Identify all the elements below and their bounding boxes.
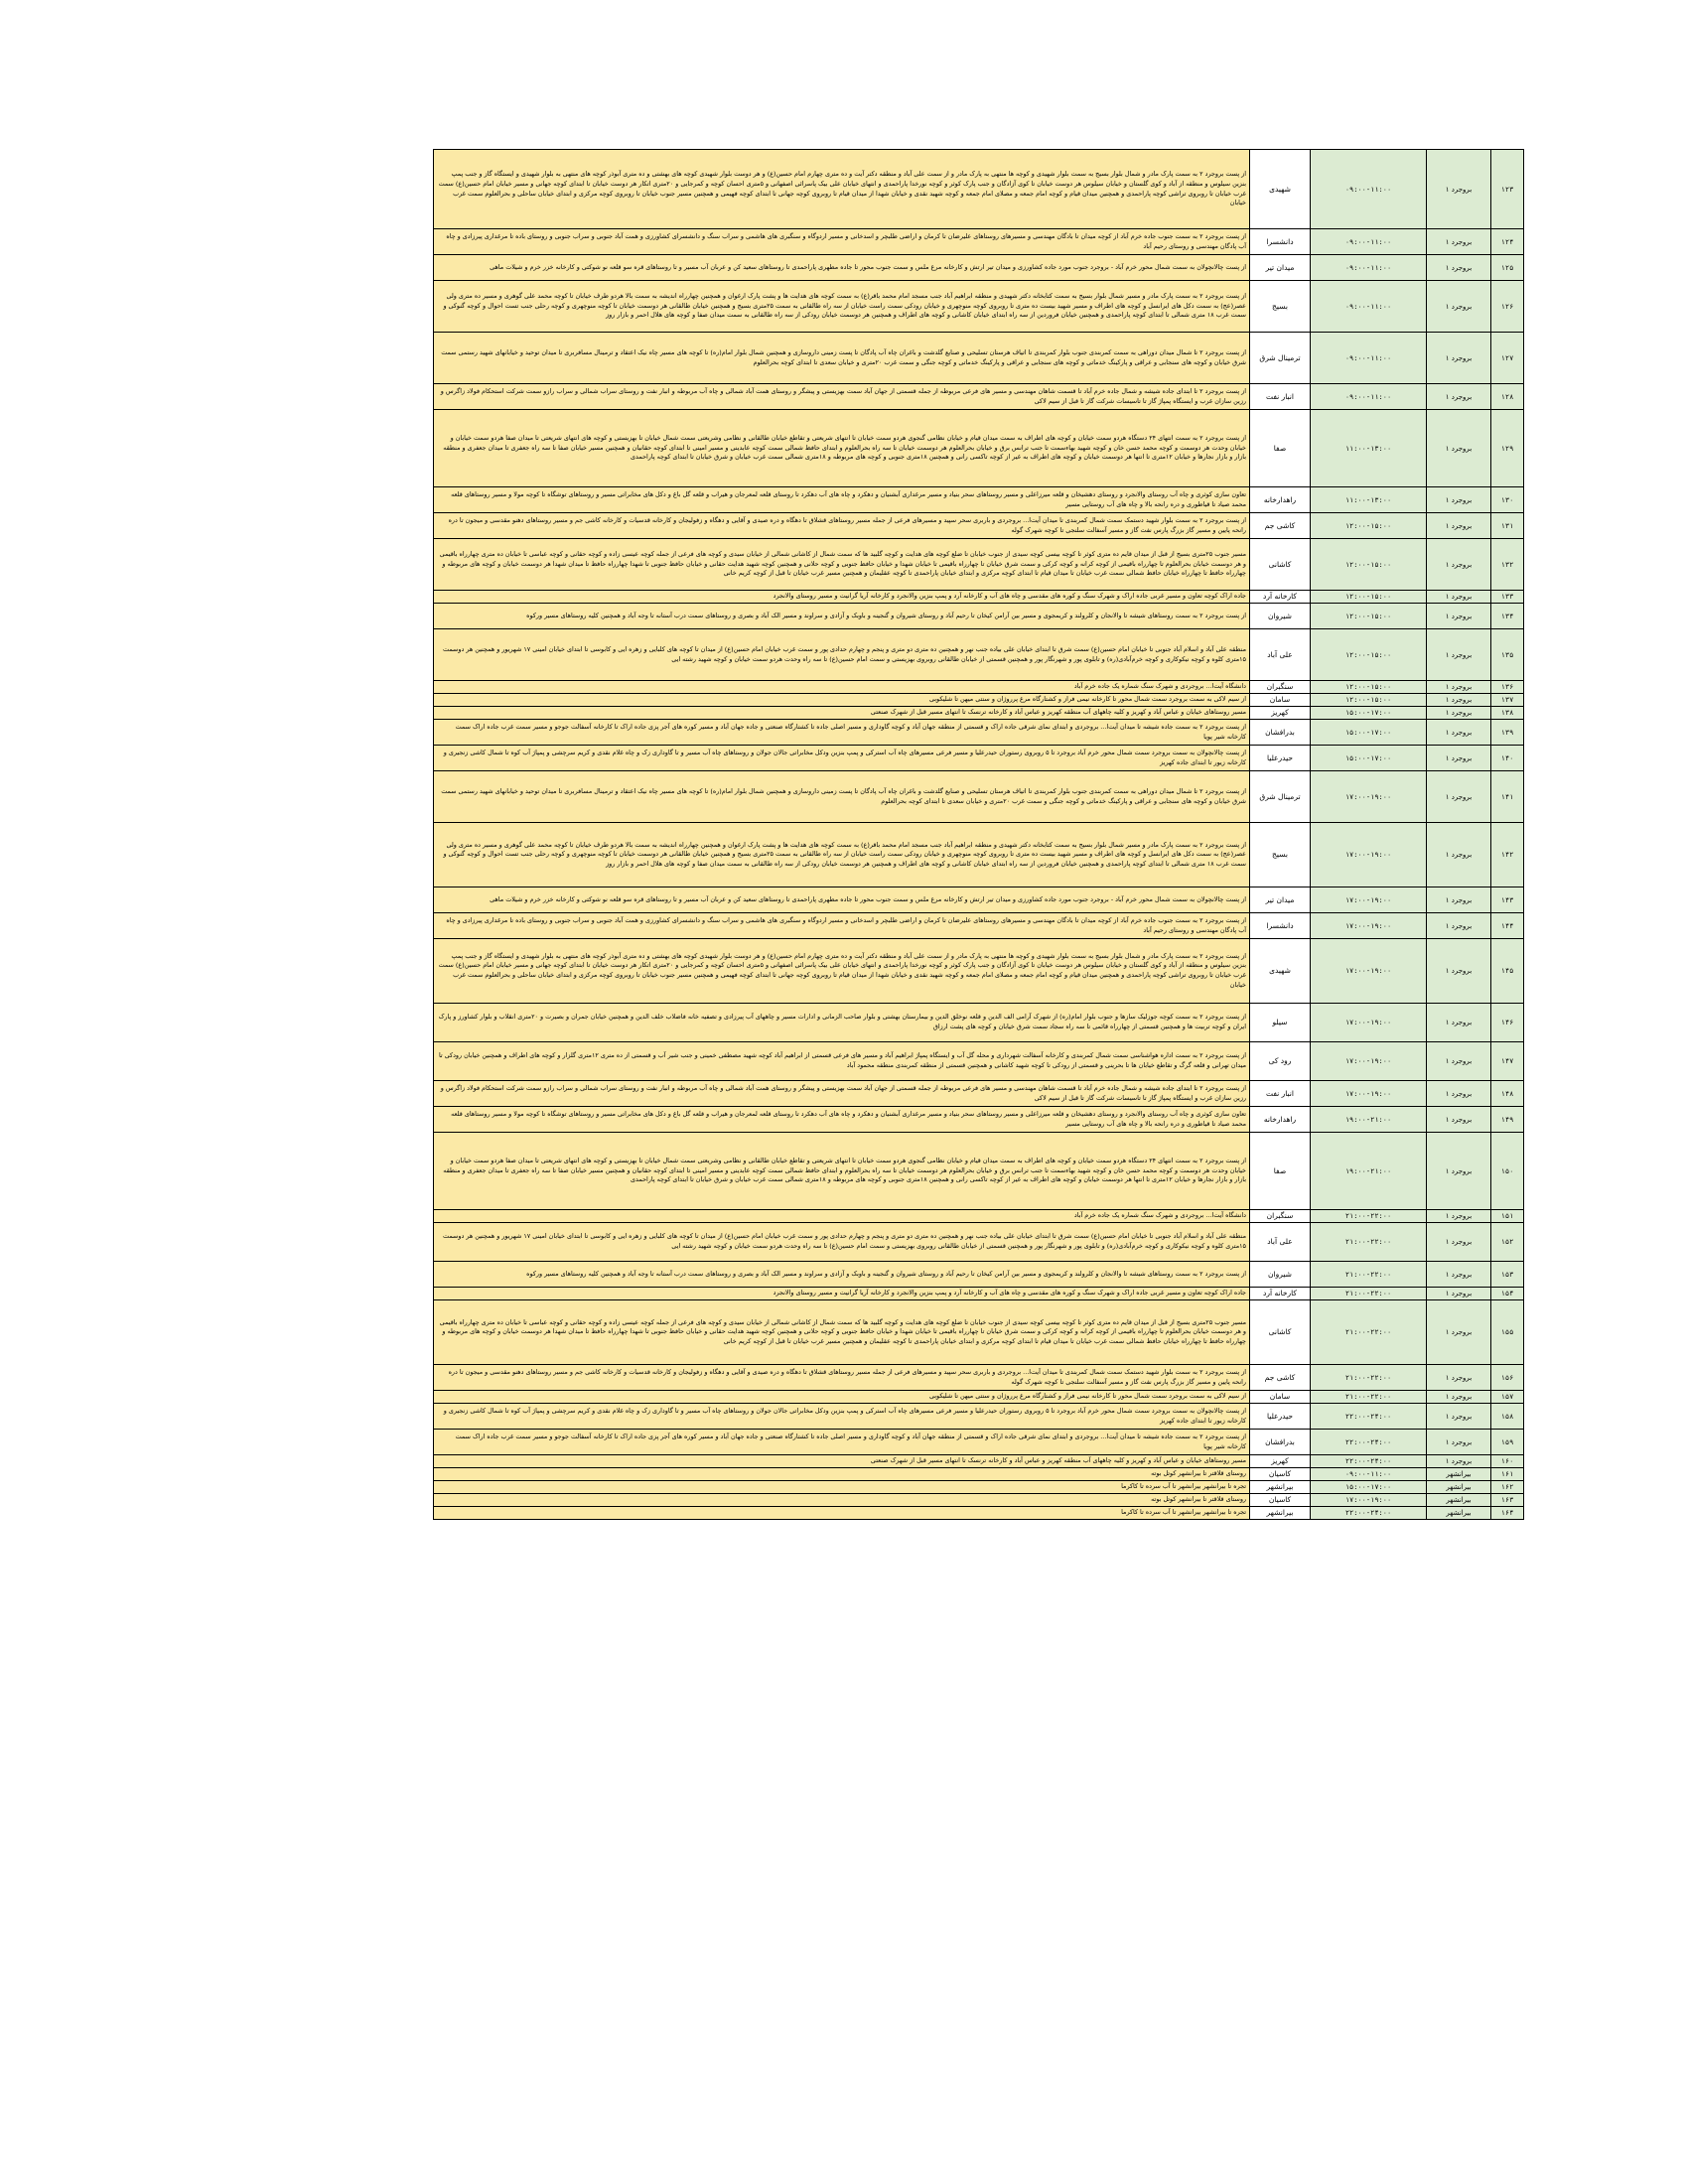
description-cell: مسیر روستاهای خیابان و عباس آباد و کهریز و کلیه چاههای آب منطقه کهریز و عباس آباد و کارخانه ترنسک تا انتهای مسیر قبل از شهرک صنعتی: [434, 1455, 1250, 1468]
area-cell: کهریز: [1250, 707, 1311, 720]
row-number: ۱۴۰: [1491, 746, 1524, 771]
time-cell: ۱۷:۰۰-۱۹:۰۰: [1311, 823, 1427, 887]
table-row: [434, 1081, 1524, 1107]
row-number: ۱۵۷: [1491, 1391, 1524, 1404]
table-row: [434, 1404, 1524, 1430]
outage-schedule-sheet: [433, 149, 1524, 1520]
row-number: ۱۵۲: [1491, 1223, 1524, 1262]
time-cell: ۱۲:۰۰-۱۵:۰۰: [1311, 629, 1427, 681]
time-cell: ۲۱:۰۰-۲۲:۰۰: [1311, 1210, 1427, 1223]
row-number: ۱۴۷: [1491, 1042, 1524, 1081]
row-number: ۱۴۳: [1491, 887, 1524, 913]
city-cell: بروجرد ۱: [1427, 1455, 1491, 1468]
city-cell: بروجرد ۱: [1427, 410, 1491, 487]
row-number: ۱۳۲: [1491, 539, 1524, 591]
description-cell: جاده اراک کوچه تعاون و مسیر غربی جاده اراک و شهرک سنگ و کوره های مقدسی و چاه های آب و کارخانه آرد و پمپ بنزین والانجرد و کارخانه آریا گرانیت و مسیر روستای والانجرد: [434, 591, 1250, 604]
table-row: [434, 1481, 1524, 1494]
city-cell: بیرانشهر: [1427, 1468, 1491, 1481]
description-cell: جاده اراک کوچه تعاون و مسیر غربی جاده اراک و شهرک سنگ و کوره های مقدسی و چاه های آب و کارخانه آرد و پمپ بنزین والانجرد و کارخانه آریا گرانیت و مسیر روستای والانجرد: [434, 1288, 1250, 1300]
row-number: ۱۴۸: [1491, 1081, 1524, 1107]
time-cell: ۱۲:۰۰-۱۵:۰۰: [1311, 694, 1427, 707]
row-number: ۱۶۱: [1491, 1468, 1524, 1481]
city-cell: بروجرد ۱: [1427, 1391, 1491, 1404]
description-cell: مسیر جنوب ۲۵متری بسیج از قبل از میدان قایم ده متری کوثر تا کوچه بیسی کوچه سیدی از جنوب خیابان تا ضلع کوچه های هدایت و کوچه گلبید ها که سمت شمال از کاشانی شمالی از خیابان سیدی و کوچه های فرعی از جمله کوچه عیسی زاده و کوچه حقانی و کوچه عباسی تا خیابان ده متری چهارراه باقیمی و هر دوسمت خیابان بحرالعلوم تا چهارراه باقیمی از کوچه کرانه و کوچه کرکی و سمت شرق خیابان تا چهارراه باقیمی تا خیابان شهدا و خیابان حافظ جنوبی و کوچه حلانی و همچنین کوچه شهید هدایت حقانی و خیابان حافظ جنوبی تا شهدا چهارراه حافظ تا میدان شهدا هر دوسمت خیابان و کوچه های مربوطه و چهارراه حافظ تا چهارراه خیابان حافظ شمالی سمت غرب خیابان تا میدان قیام تا ابتدای کوچه مرکزی و ابتدای خیابان پاراحمدی تا کوچه عقلیمان و همچنین مسیر غرب خیابان تا قبل از کوچه کریم خانی: [434, 539, 1250, 591]
description-cell: از پست بروجرد ۲ تا شمال میدان دوراهی به سمت کمربندی جنوب بلوار کمربندی تا اتیاف هرستان تسلیحی و صنایع گلدشت و باغران چاه آب پادگان تا پست زمینی داروسازی و همچنین شمال بلوار امام(ره) تا کوچه های مسیر چاه نیک اعتقاد و ترمینال مسافربری تا میدان توحید و خیابانهای شهید رستمی سمت شرق خیابان و کوچه های سنجابی و عراقی و پارکینگ خدماتی و کوچه جنگی و سمت غرب ۲۰متری و خیابان سعدی تا ابتدای کوچه بحرالعلوم: [434, 771, 1250, 823]
city-cell: بروجرد ۱: [1427, 487, 1491, 513]
time-cell: ۲۲:۰۰-۲۴:۰۰: [1311, 1430, 1427, 1455]
city-cell: بروجرد ۱: [1427, 707, 1491, 720]
description-cell: از سیم لاکی به سمت بروجرد سمت شمال محور تا کارخانه نیمی فراز و کشتارگاه مرغ پرروژان و سنتی میهن تا شلیکوبی: [434, 694, 1250, 707]
city-cell: بروجرد ۱: [1427, 746, 1491, 771]
table-row: [434, 150, 1524, 229]
time-cell: ۲۲:۰۰-۲۴:۰۰: [1311, 1507, 1427, 1520]
table-row: [434, 720, 1524, 746]
description-cell: از پست بروجرد ۲ تا ابتدای جاده شیشه و شمال جاده خرم آباد تا قسمت شاهان مهندسی و مسیر های فرعی مربوطه از جمله قسمتی از جهان آباد سمت بهزیستی و پیشگر و روستای همت آباد شمالی و چاه آب مربوطه و انبار نفت و روستای سراب شمالی و سراب رازو سمت شرکت استحکام فولاد زاگرس و رزین سازان غرب و ایستگاه پمپاژ گاز تا تاسیسات شرکت گاز تا قبل از سیم لاکی: [434, 1081, 1250, 1107]
description-cell: از پست چالانچولان به سمت بروجرد سمت شمال محور خرم آباد بروجرد تا ۵ روبروی رستوران حیدرعلیا و مسیر فرعی مسیرهای چاه آب استرکی و پمپ بنزین ودکل مخابراتی جالان جولان و روستاهای چاه آب مسیر و تا گاوداری زک و چاه غلام نقدی و کریم سرچشی و پمپاژ آب کوه تا شمال کاشی زنجیری و کارخانه زیور تا ابتدای جاده کهریز: [434, 1404, 1250, 1430]
row-number: ۱۳۸: [1491, 707, 1524, 720]
city-cell: بروجرد ۱: [1427, 150, 1491, 229]
table-row: [434, 539, 1524, 591]
time-cell: ۱۷:۰۰-۱۹:۰۰: [1311, 1081, 1427, 1107]
city-cell: بروجرد ۱: [1427, 887, 1491, 913]
area-cell: میدان تیر: [1250, 887, 1311, 913]
area-cell: کاشانی: [1250, 1300, 1311, 1365]
table-row: [434, 1288, 1524, 1300]
table-row: [434, 604, 1524, 629]
row-number: ۱۳۹: [1491, 720, 1524, 746]
description-cell: تعاون سازی کوثری و چاه آب روستای والانجرد و روستای دهشیخان و قلعه میرزاعلی و مسیر روستاهای سحر بنیاد و مسیر مرغداری آبشنیان و دهکرد و چاه های آب دهکرد تا روستای قلعه لمعرجان و هیراب و قلعه گل باغ و دکل های مخابراتی مسیر و روستاهای توشگاه تا کوچه مولا و مسیر روستاهای قلعه محمد صیاد تا قیاطوری و دره رانحه بالا و چاه های آب روستایی مسیر: [434, 487, 1250, 513]
table-row: [434, 1494, 1524, 1507]
row-number: ۱۵۱: [1491, 1210, 1524, 1223]
table-row: [434, 333, 1524, 384]
row-number: ۱۵۳: [1491, 1262, 1524, 1288]
area-cell: شیروان: [1250, 1262, 1311, 1288]
table-row: [434, 1365, 1524, 1391]
row-number: ۱۲۸: [1491, 384, 1524, 410]
time-cell: ۱۹:۰۰-۲۱:۰۰: [1311, 1107, 1427, 1133]
row-number: ۱۴۶: [1491, 1004, 1524, 1042]
area-cell: دانشسرا: [1250, 229, 1311, 255]
row-number: ۱۳۷: [1491, 694, 1524, 707]
table-row: [434, 410, 1524, 487]
row-number: ۱۴۲: [1491, 823, 1524, 887]
table-row: [434, 1133, 1524, 1210]
table-row: [434, 1507, 1524, 1520]
time-cell: ۱۷:۰۰-۱۹:۰۰: [1311, 1494, 1427, 1507]
table-row: [434, 255, 1524, 281]
table-row: [434, 1004, 1524, 1042]
row-number: ۱۳۱: [1491, 513, 1524, 539]
table-row: [434, 823, 1524, 887]
city-cell: بروجرد ۱: [1427, 1223, 1491, 1262]
description-cell: از پست بروجرد ۲ به سمت پارک مادر و مسیر شمال بلوار بسیج به سمت کتابخانه دکتر شهیدی و منطقه ابراهیم آباد جنب مسجد امام محمد باقر(ع) به سمت کوچه های هدایت ها و پشت پارک ارغوان و همچنین چهارراه اندیشه به سمت بالا هردو طرف خیابان تا کوچه محمد علی گوهری و مسیر ده متری ولی عصر(عج) به سمت دکل های ایرانسل و کوچه های اطراف و مسیر شهید بیست ده متری تا روبروی کوچه منوچهری و خیابان رودکی سمت راست خیابان از سه راه طالقانی به سمت ۲۵متری بسیج و همچنین خیابان طالقانی هر دوسمت خیابان تا کوچه منوچهری و کوچه رحلی جنب تست احوال و کوچه گنوکی و سمت غرب ۱۸ متری شمالی تا ابتدای کوچه پاراحمدی و همچنین خیابان فروردین از سه راه ابتدای خیابان کاشانی و کوچه های اطراف و همچنین هر دوسمت خیابان رودکی از سه راه طالقانی به سمت میدان صفا و کوچه های هلال احمر و بازار روز: [434, 823, 1250, 887]
area-cell: رود کی: [1250, 1042, 1311, 1081]
city-cell: بروجرد ۱: [1427, 694, 1491, 707]
table-row: [434, 1455, 1524, 1468]
description-cell: منطقه علی آباد و اسلام آباد جنوبی تا خیابان امام حسین(ع) سمت شرق تا ابتدای خیابان علی بیاده جنب نهر و همچنین ده متری دو متری و پنجم و چهارم حدادی پور و سمت غرب خیابان امام حسین(ع) از میدان تا کوچه های کلبایی و زهره ایی و کابوسی تا ابتدای خیابان امینی ۱۷ شهریور و همچنین هر دوسمت ۱۵متری کلوه و کوچه نیکوکاری و کوچه خرم‌آبادی(ره) و تابلوی پور و شهرنگار پور و همچنین قسمتی از خیابان طالقانی روبروی بهزیستی و سمت امام حسین(ع) تا سه راه وحدت هردو سمت خیابان و کوچه شهید رشته ایی: [434, 629, 1250, 681]
city-cell: بروجرد ۱: [1427, 771, 1491, 823]
description-cell: از پست بروجرد ۲ به سمت جاده شیشه تا میدان آیت‌ا... بروجردی و ابتدای نمای شرقی جاده اراک و قسمتی از منطقه جهان آباد و کوچه گاوداری و مسیر اصلی جاده تا کشتارگاه صنعتی و جاده جهان آباد و مسیر کوره های آجر پزی جاده اراک تا کارخانه آسفالت جوجو و مسیر سمت غرب جاده اراک سمت کارخانه شیر پویا: [434, 1430, 1250, 1455]
description-cell: از پست بروجرد ۲ به سمت روستاهای شیشه تا والانجان و کلرولند و کریمجوی و مسیر بین آرامن کیخان تا رحیم آباد و روستای شیروان و گنجینه و باوبک و آزادی و سراوند و مسیر الک آباد و بصری و روستاهای سمت درب آستانه تا وجه آباد و همچنین کلیه روستاهای مسیر ورکوه: [434, 1262, 1250, 1288]
time-cell: ۱۷:۰۰-۱۹:۰۰: [1311, 1004, 1427, 1042]
description-cell: از پست بروجرد ۲ به سمت پارک مادر و شمال بلوار بسیج به سمت بلوار شهیدی و کوچه ها منتهی به پارک مادر و از سمت علی آباد و منطقه دکتر آیت و ده متری چهارم امام حسین(ع) و هر دوست بلوار شهیدی کوچه های بهشتی و ده متری آبوذر کوچه های منتهی به بلوار شهیدی و ایستگاه گاز و جنب پمپ بنزین سیلوس و منطقه از آباد و کوی گلستان و خیابان سیلوس هر دوست خیابان تا کوی آزادگان و جنب پارک کوثر و کوچه نورخدا پاراحمدی و انتهای خیابان علی بیک پاسرائی اصفهانی و ۵متری احسان کوچه و کمرجایی و ۲۰متری اتکار هر دوست خیابان تا ابتدای کوچه جهانی و مسیر خیابان امام حسین(ع) سمت غرب خیابان تا روبروی تراشی کوچه پاراحمدی و همچنین میدان قیام و کوچه امام جمعه و مصلای امام جمعه و کوچه شهید نقدی و خیابان شهدا از میدان قیام تا روبروی کوچه جهانی تا ابتدای کوچه فهیمی و همچنین مسیر جنوب خیابان تا روبروی کوچه مرکزی و ابتدای خیابان ساحلی و بحرالعلوم سمت غرب خیابان: [434, 150, 1250, 229]
row-number: ۱۵۴: [1491, 1288, 1524, 1300]
time-cell: ۱۲:۰۰-۱۵:۰۰: [1311, 513, 1427, 539]
description-cell: از پست چالانچولان به سمت بروجرد سمت شمال محور خرم آباد بروجرد تا ۵ روبروی رستوران حیدرعلیا و مسیر فرعی مسیرهای چاه آب استرکی و پمپ بنزین ودکل مخابراتی جالان جولان و روستاهای چاه آب مسیر و تا گاوداری زک و چاه غلام نقدی و کریم سرچشی و پمپاژ آب کوه تا شمال کاشی زنجیری و کارخانه زیور تا ابتدای جاده کهریز: [434, 746, 1250, 771]
time-cell: ۰۹:۰۰-۱۱:۰۰: [1311, 281, 1427, 333]
city-cell: بروجرد ۱: [1427, 333, 1491, 384]
description-cell: تجره تا بیرانشهر بیرانشهر تا آب سرده تا کاکرما: [434, 1507, 1250, 1520]
table-row: [434, 913, 1524, 939]
area-cell: بسیج: [1250, 823, 1311, 887]
area-cell: شیروان: [1250, 604, 1311, 629]
area-cell: راهدارخانه: [1250, 487, 1311, 513]
row-number: ۱۲۳: [1491, 150, 1524, 229]
row-number: ۱۶۰: [1491, 1455, 1524, 1468]
table-row: [434, 1223, 1524, 1262]
description-cell: از پست بروجرد ۲ تا شمال میدان دوراهی به سمت کمربندی جنوب بلوار کمربندی تا اتیاف هرستان تسلیحی و صنایع گلدشت و باغران چاه آب پادگان تا پست زمینی داروسازی و همچنین شمال بلوار امام(ره) تا کوچه های مسیر چاه نیک اعتقاد و ترمینال مسافربری تا میدان توحید و خیابانهای شهید رستمی سمت شرق خیابان و کوچه های سنجابی و عراقی و پارکینگ خدماتی و کوچه های سنجابی و عراقی و پارکینگ خدماتی و کوچه جنگی و سمت غرب ۲۰متری و خیابان سعدی تا ابتدای کوچه بحرالعلوم: [434, 333, 1250, 384]
time-cell: ۱۷:۰۰-۱۹:۰۰: [1311, 1042, 1427, 1081]
area-cell: بدرافشان: [1250, 720, 1311, 746]
time-cell: ۱۵:۰۰-۱۷:۰۰: [1311, 707, 1427, 720]
row-number: ۱۴۱: [1491, 771, 1524, 823]
description-cell: از پست چالانچولان به سمت شمال محور خرم آباد - بروجرد جنوب مورد جاده کشاورزی و میدان تیر ارتش و کارخانه مرغ ملس و سمت جنوب محور تا جاده مطهری پاراحمدی تا روستاهای سعید کن و عربان آب مسیر و تا روستاهای قره سو قلعه نو شوکتی و کارخانه خزر خرم و شیلات ماهی: [434, 887, 1250, 913]
description-cell: از پست بروجرد ۲ به سمت جنوب جاده خرم آباد از کوچه میدان تا بادگان مهندسی و مسیرهای روستاهای علیرضان تا کرمان و اراضی طلبچر و اسدخانی و مسیر اردوگاه و سنگبری های هاشمی و سراب سنگ و دانشسرای کشاورزی و همت آباد جنوبی و سراب جنوبی و روستای باده تا مرغداری پیرزادی و چاه آب پادگان مهندسی و روستای رحیم آباد: [434, 229, 1250, 255]
time-cell: ۱۵:۰۰-۱۷:۰۰: [1311, 746, 1427, 771]
row-number: ۱۳۳: [1491, 591, 1524, 604]
description-cell: روستای قلاقتر تا بیرانشهر کوتل بوته: [434, 1468, 1250, 1481]
time-cell: ۲۲:۰۰-۲۴:۰۰: [1311, 1404, 1427, 1430]
area-cell: کاشی جم: [1250, 1365, 1311, 1391]
description-cell: منطقه علی آباد و اسلام آباد جنوبی تا خیابان امام حسین(ع) سمت شرق تا ابتدای خیابان علی بیاده جنب نهر و همچنین ده متری دو متری و پنجم و چهارم حدادی پور و سمت غرب خیابان امام حسین(ع) از میدان تا کوچه های کلبایی و زهره ایی و کابوسی تا ابتدای خیابان امینی ۱۷ شهریور و همچنین هر دوسمت ۱۵متری کلوه و کوچه نیکوکاری و کوچه خرم‌آبادی(ره) و تابلوی پور و شهرنگار پور و همچنین قسمتی از خیابان طالقانی روبروی بهزیستی و سمت امام حسین(ع) تا سه راه وحدت هردو سمت خیابان و کوچه شهید رشته ایی: [434, 1223, 1250, 1262]
table-row: [434, 487, 1524, 513]
time-cell: ۲۱:۰۰-۲۲:۰۰: [1311, 1391, 1427, 1404]
description-cell: از سیم لاکی به سمت بروجرد سمت شمال محور تا کارخانه نیمی فراز و کشتارگاه مرغ پرروژان و سنتی میهن تا شلیکوبی: [434, 1391, 1250, 1404]
table-row: [434, 591, 1524, 604]
description-cell: روستای قلاقتر تا بیرانشهر کوتل بوته: [434, 1494, 1250, 1507]
time-cell: ۰۹:۰۰-۱۱:۰۰: [1311, 333, 1427, 384]
city-cell: بروجرد ۱: [1427, 1300, 1491, 1365]
city-cell: بروجرد ۱: [1427, 281, 1491, 333]
row-number: ۱۶۴: [1491, 1507, 1524, 1520]
description-cell: از پست بروجرد ۲ به سمت روستاهای شیشه تا والانجان و کلرولند و کریمجوی و مسیر بین آرامن کیخان تا رحیم آباد و روستای شیروان و گنجینه و باوبک و آزادی و سراوند و مسیر الک آباد و بصری و روستاهای سمت درب آستانه تا وجه آباد و همچنین کلیه روستاهای مسیر ورکوه: [434, 604, 1250, 629]
row-number: ۱۴۵: [1491, 939, 1524, 1004]
city-cell: بروجرد ۱: [1427, 604, 1491, 629]
time-cell: ۱۹:۰۰-۲۱:۰۰: [1311, 1133, 1427, 1210]
area-cell: بسیج: [1250, 281, 1311, 333]
table-row: [434, 629, 1524, 681]
time-cell: ۱۲:۰۰-۱۵:۰۰: [1311, 604, 1427, 629]
row-number: ۱۲۴: [1491, 229, 1524, 255]
area-cell: کهریز: [1250, 1455, 1311, 1468]
table-row: [434, 1300, 1524, 1365]
row-number: ۱۳۶: [1491, 681, 1524, 694]
description-cell: تجره تا بیرانشهر بیرانشهر تا آب سرده تا کاکرما: [434, 1481, 1250, 1494]
city-cell: بروجرد ۱: [1427, 255, 1491, 281]
time-cell: ۱۲:۰۰-۱۵:۰۰: [1311, 681, 1427, 694]
city-cell: بروجرد ۱: [1427, 384, 1491, 410]
schedule-rows: [434, 150, 1524, 1520]
table-row: [434, 281, 1524, 333]
description-cell: تعاون سازی کوثری و چاه آب روستای والانجرد و روستای دهشیخان و قلعه میرزاعلی و مسیر روستاهای سحر بنیاد و مسیر مرغداری آبشنیان و دهکرد و چاه های آب دهکرد تا روستای قلعه لمعرجان و هیراب و قلعه گل باغ و دکل های مخابراتی مسیر و روستاهای توشگاه تا کوچه مولا و مسیر روستاهای قلعه محمد صیاد تا قیاطوری و دره رانحه بالا و چاه های آب روستایی مسیر: [434, 1107, 1250, 1133]
row-number: ۱۵۸: [1491, 1404, 1524, 1430]
area-cell: کارخانه آرد: [1250, 591, 1311, 604]
area-cell: ترمینال شرق: [1250, 333, 1311, 384]
area-cell: سنگبران: [1250, 681, 1311, 694]
area-cell: بیرانشهر: [1250, 1507, 1311, 1520]
area-cell: شهیدی: [1250, 939, 1311, 1004]
city-cell: بروجرد ۱: [1427, 1365, 1491, 1391]
area-cell: کاسیان: [1250, 1468, 1311, 1481]
area-cell: انبار نفت: [1250, 384, 1311, 410]
row-number: ۱۲۷: [1491, 333, 1524, 384]
time-cell: ۱۱:۰۰-۱۳:۰۰: [1311, 410, 1427, 487]
area-cell: حیدرعلیا: [1250, 746, 1311, 771]
time-cell: ۰۹:۰۰-۱۱:۰۰: [1311, 1468, 1427, 1481]
table-row: [434, 513, 1524, 539]
area-cell: سامان: [1250, 1391, 1311, 1404]
description-cell: مسیر جنوب ۲۵متری بسیج از قبل از میدان قایم ده متری کوثر تا کوچه بیسی کوچه سیدی از جنوب خیابان تا ضلع کوچه های هدایت و کوچه گلبید ها که سمت شمال از کاشانی شمالی از خیابان سیدی و کوچه های فرعی از جمله کوچه عیسی زاده و کوچه حقانی و کوچه عباسی تا خیابان ده متری چهارراه باقیمی و هر دوسمت خیابان بحرالعلوم تا چهارراه باقیمی از کوچه کرانه و کوچه کرکی و سمت شرق خیابان تا چهارراه باقیمی تا خیابان شهدا و خیابان حافظ جنوبی و کوچه حلانی و همچنین کوچه شهید هدایت حقانی و خیابان حافظ جنوبی تا شهدا چهارراه حافظ تا میدان شهدا هر دوسمت خیابان و کوچه های مربوطه و چهارراه حافظ تا چهارراه خیابان حافظ شمالی سمت غرب خیابان تا میدان قیام تا ابتدای کوچه مرکزی و ابتدای خیابان پاراحمدی تا کوچه عقلیمان و همچنین مسیر غرب خیابان تا قبل از کوچه کریم خانی: [434, 1300, 1250, 1365]
description-cell: از پست بروجرد ۲ به سمت جنوب جاده خرم آباد از کوچه میدان تا بادگان مهندسی و مسیرهای روستاهای علیرضان تا کرمان و اراضی طلبچر و اسدخانی و مسیر اردوگاه و سنگبری های هاشمی و سراب سنگ و دانشسرای کشاورزی و همت آباد جنوبی و سراب جنوبی و روستای باده تا مرغداری پیرزادی و چاه آب پادگان مهندسی و روستای رحیم آباد: [434, 913, 1250, 939]
table-row: [434, 939, 1524, 1004]
city-cell: بروجرد ۱: [1427, 720, 1491, 746]
table-row: [434, 384, 1524, 410]
time-cell: ۰۹:۰۰-۱۱:۰۰: [1311, 384, 1427, 410]
city-cell: بروجرد ۱: [1427, 1288, 1491, 1300]
time-cell: ۲۱:۰۰-۲۲:۰۰: [1311, 1223, 1427, 1262]
city-cell: بیرانشهر: [1427, 1481, 1491, 1494]
area-cell: بدرافشان: [1250, 1430, 1311, 1455]
table-row: [434, 1468, 1524, 1481]
city-cell: بروجرد ۱: [1427, 1430, 1491, 1455]
area-cell: سیلو: [1250, 1004, 1311, 1042]
row-number: ۱۵۵: [1491, 1300, 1524, 1365]
table-row: [434, 1042, 1524, 1081]
city-cell: بروجرد ۱: [1427, 539, 1491, 591]
row-number: ۱۳۰: [1491, 487, 1524, 513]
area-cell: کاشانی: [1250, 539, 1311, 591]
area-cell: ترمینال شرق: [1250, 771, 1311, 823]
table-row: [434, 887, 1524, 913]
area-cell: انبار نفت: [1250, 1081, 1311, 1107]
time-cell: ۱۵:۰۰-۱۷:۰۰: [1311, 1481, 1427, 1494]
row-number: ۱۵۶: [1491, 1365, 1524, 1391]
city-cell: بروجرد ۱: [1427, 939, 1491, 1004]
outage-schedule-table: [433, 149, 1524, 1520]
row-number: ۱۴۹: [1491, 1107, 1524, 1133]
row-number: ۱۳۵: [1491, 629, 1524, 681]
city-cell: بروجرد ۱: [1427, 1262, 1491, 1288]
description-cell: از پست بروجرد ۲ به سمت بلوار شهید دستمک سمت شمال کمربندی تا میدان آیت‌ا... بروجردی و باربری سحر سپید و مسیرهای فرعی از جمله مسیر روستاهای قشلاق تا دهگاه و دره صیدی و آقایی و دهگاه و زفولیجان و کارخانه قدسیات و کارخانه کاشی جم و مسیر روستاهای دهنو مقدسی و میجون تا دره رانحه پایین و مسیر گاز بزرگ پارس نفت گاز و مسیر آسفالت سلنجی تا کوچه شهرک گوله: [434, 513, 1250, 539]
area-cell: کارخانه آرد: [1250, 1288, 1311, 1300]
city-cell: بیرانشهر: [1427, 1494, 1491, 1507]
row-number: ۱۵۰: [1491, 1133, 1524, 1210]
area-cell: سامان: [1250, 694, 1311, 707]
table-row: [434, 694, 1524, 707]
time-cell: ۱۷:۰۰-۱۹:۰۰: [1311, 913, 1427, 939]
table-row: [434, 1262, 1524, 1288]
row-number: ۱۴۴: [1491, 913, 1524, 939]
description-cell: از پست بروجرد ۲ تا ابتدای جاده شیشه و شمال جاده خرم آباد تا قسمت شاهان مهندسی و مسیر های فرعی مربوطه از جمله قسمتی از جهان آباد سمت بهزیستی و پیشگر و روستای همت آباد شمالی و چاه آب مربوطه و انبار نفت و روستای سراب شمالی و سراب رازو سمت شرکت استحکام فولاد زاگرس و رزین سازان غرب و ایستگاه پمپاژ گاز تا تاسیسات شرکت گاز تا قبل از سیم لاکی: [434, 384, 1250, 410]
city-cell: بیرانشهر: [1427, 1507, 1491, 1520]
time-cell: ۱۱:۰۰-۱۳:۰۰: [1311, 487, 1427, 513]
area-cell: کاسیان: [1250, 1494, 1311, 1507]
description-cell: از پست بروجرد ۲ به سمت بلوار شهید دستمک سمت شمال کمربندی تا میدان آیت‌ا... بروجردی و باربری سحر سپید و مسیرهای فرعی از جمله مسیر روستاهای قشلاق تا دهگاه و دره صیدی و آقایی و دهگاه و زفولیجان و کارخانه قدسیات و کارخانه کاشی جم و مسیر روستاهای دهنو مقدسی و میجون تا دره رانحه پایین و مسیر گاز بزرگ پارس نفت گاز و مسیر آسفالت سلنجی تا کوچه شهرک گوله: [434, 1365, 1250, 1391]
table-row: [434, 746, 1524, 771]
area-cell: بیرانشهر: [1250, 1481, 1311, 1494]
city-cell: بروجرد ۱: [1427, 1081, 1491, 1107]
city-cell: بروجرد ۱: [1427, 681, 1491, 694]
city-cell: بروجرد ۱: [1427, 1133, 1491, 1210]
table-row: [434, 771, 1524, 823]
table-row: [434, 1391, 1524, 1404]
area-cell: کاشی جم: [1250, 513, 1311, 539]
time-cell: ۰۹:۰۰-۱۱:۰۰: [1311, 229, 1427, 255]
city-cell: بروجرد ۱: [1427, 591, 1491, 604]
time-cell: ۱۲:۰۰-۱۵:۰۰: [1311, 591, 1427, 604]
description-cell: از پست چالانچولان به سمت شمال محور خرم آباد - بروجرد جنوب مورد جاده کشاورزی و میدان تیر ارتش و کارخانه مرغ ملس و سمت جنوب محور تا جاده مطهری پاراحمدی تا روستاهای سعید کن و عربان آب مسیر و تا روستاهای قره سو قلعه نو شوکتی و کارخانه خزر خرم و شیلات ماهی: [434, 255, 1250, 281]
city-cell: بروجرد ۱: [1427, 1404, 1491, 1430]
area-cell: دانشسرا: [1250, 913, 1311, 939]
row-number: ۱۵۹: [1491, 1430, 1524, 1455]
area-cell: سنگبران: [1250, 1210, 1311, 1223]
area-cell: میدان تیر: [1250, 255, 1311, 281]
description-cell: از پست بروجرد ۲ به سمت انتهای ۲۴ دستگاه هردو سمت خیابان و کوچه های اطراف به سمت میدان قیام و خیابان نظامی گنجوی هردو سمت خیابان تا انتهای شریعتی و تقاطع خیابان طالقانی و نظامی وشریعتی سمت شمال خیابان تا بهزیستی و کوچه های انتهای شریعتی تا میدان صفا هردو سمت خیابان و خیابان وحدت هر دوسمت و کوچه محمد حسن خان و کوچه شهید بهاءسمت تا جنب ترانس برق و خیابان بحرالعلوم هر دوسمت خیابان تا سه راه بحرالعلوم و ابتدای حافظ شمالی سمت کوچه عابدینی و مسیر امینی تا ابتدای کوچه حقانیان و همچنین مسیر خیابان صفا تا سه راه جعفری تا میدان جعفری و منطقه بازار و بازار نجارها و خیابان ۱۲متری تا انتها هر دوسمت خیابان و کوچه های اطراف به غیر از کوچه تاکسی رانی و همچنین ۱۸متری جنوبی و کوچه های مربوطه و ۱۸متری شمالی سمت غرب خیابان و شرق خیابان تا ابتدای کوچه پاراحمدی: [434, 410, 1250, 487]
row-number: ۱۲۵: [1491, 255, 1524, 281]
time-cell: ۱۲:۰۰-۱۵:۰۰: [1311, 539, 1427, 591]
time-cell: ۲۱:۰۰-۲۲:۰۰: [1311, 1262, 1427, 1288]
area-cell: حیدرعلیا: [1250, 1404, 1311, 1430]
area-cell: صفا: [1250, 1133, 1311, 1210]
city-cell: بروجرد ۱: [1427, 1042, 1491, 1081]
city-cell: بروجرد ۱: [1427, 823, 1491, 887]
time-cell: ۱۷:۰۰-۱۹:۰۰: [1311, 771, 1427, 823]
table-row: [434, 229, 1524, 255]
area-cell: صفا: [1250, 410, 1311, 487]
area-cell: علی آباد: [1250, 629, 1311, 681]
city-cell: بروجرد ۱: [1427, 229, 1491, 255]
city-cell: بروجرد ۱: [1427, 1210, 1491, 1223]
time-cell: ۱۵:۰۰-۱۷:۰۰: [1311, 720, 1427, 746]
row-number: ۱۳۴: [1491, 604, 1524, 629]
description-cell: دانشگاه آیت‌ا... بروجردی و شهرک سنگ شماره یک جاده خرم آباد: [434, 681, 1250, 694]
description-cell: مسیر روستاهای خیابان و عباس آباد و کهریز و کلیه چاههای آب منطقه کهریز و عباس آباد و کارخانه ترنسک تا انتهای مسیر قبل از شهرک صنعتی: [434, 707, 1250, 720]
city-cell: بروجرد ۱: [1427, 913, 1491, 939]
city-cell: بروجرد ۱: [1427, 1004, 1491, 1042]
description-cell: از پست بروجرد ۲ به سمت کوچه جوزلیک سازها و جنوب بلوار امام(ره) از شهرک آرامی الف الدین و قلعه نوخلق الدین و بیمارستان بهشتی و بلوار صاحب الزمانی و ادارات مسیر و چاههای آب پیرزادی و تصفیه خانه فاضلاب خلف الدین و همچنین خیابان جمران و بصیرت و ۲۰متری انقلاب و بلوار کشاورز و پارک ایران و کوچه تربیت ها و همچنین قسمتی از چهارراه قائمی تا سه راه سجاد سمت شرق خیابان و کوچه های پشت ارزاق: [434, 1004, 1250, 1042]
time-cell: ۰۹:۰۰-۱۱:۰۰: [1311, 150, 1427, 229]
description-cell: از پست بروجرد ۲ به سمت اداره هواشناسی سمت شمال کمربندی و کارخانه آسفالت شهرداری و محله گل آب و ایستگاه پمپاژ ابراهیم آباد و مسیر های فرعی قسمتی از ابراهیم آباد کوچه شهید مصطفی خمینی و جنب شیر آب و قسمتی از ده متری ۱۲متری گلزار و کوچه های اطراف و همچنین خیابان رودکی تا میدان تهرانی و قلعه گرگ و تقاطع خیابان ها تا بحرینی و قسمتی از رودکی تا کوچه شهید کاشانی و همچنین قسمتی از منطقه کمربندی منطقه محمود آباد: [434, 1042, 1250, 1081]
area-cell: شهیدی: [1250, 150, 1311, 229]
description-cell: دانشگاه آیت‌ا... بروجردی و شهرک سنگ شماره یک جاده خرم آباد: [434, 1210, 1250, 1223]
area-cell: راهدارخانه: [1250, 1107, 1311, 1133]
table-row: [434, 1430, 1524, 1455]
city-cell: بروجرد ۱: [1427, 1107, 1491, 1133]
time-cell: ۲۱:۰۰-۲۲:۰۰: [1311, 1365, 1427, 1391]
description-cell: از پست بروجرد ۲ به سمت پارک مادر و مسیر شمال بلوار بسیج به سمت کتابخانه دکتر شهیدی و منطقه ابراهیم آباد جنب مسجد امام محمد باقر(ع) به سمت کوچه های هدایت ها و پشت پارک ارغوان و همچنین چهارراه اندیشه به سمت بالا هردو طرف خیابان تا کوچه محمد علی گوهری و مسیر ده متری ولی عصر(عج) به سمت دکل های ایرانسل و کوچه های اطراف و مسیر شهید بیست ده متری تا روبروی کوچه منوچهری و خیابان رودکی سمت راست خیابان از سه راه طالقانی به سمت ۲۵متری بسیج و همچنین خیابان طالقانی هر دوسمت خیابان تا کوچه منوچهری و کوچه رحلی جنب تست احوال و کوچه گنوکی و سمت غرب ۱۸ متری شمالی تا ابتدای کوچه پاراحمدی و همچنین خیابان فروردین از سه راه ابتدای خیابان کاشانی و کوچه های اطراف و همچنین هر دوسمت خیابان رودکی از سه راه طالقانی به سمت میدان صفا و کوچه های هلال احمر و بازار روز: [434, 281, 1250, 333]
time-cell: ۱۷:۰۰-۱۹:۰۰: [1311, 887, 1427, 913]
description-cell: از پست بروجرد ۲ به سمت انتهای ۲۴ دستگاه هردو سمت خیابان و کوچه های اطراف به سمت میدان قیام و خیابان نظامی گنجوی هردو سمت خیابان تا انتهای شریعتی و تقاطع خیابان طالقانی و نظامی وشریعتی سمت شمال خیابان تا بهزیستی و کوچه های انتهای شریعتی تا میدان صفا هردو سمت خیابان و خیابان وحدت هر دوسمت و کوچه محمد حسن خان و کوچه شهید بهاءسمت تا جنب ترانس برق و خیابان بحرالعلوم هر دوسمت خیابان تا سه راه بحرالعلوم و ابتدای حافظ شمالی سمت کوچه عابدینی و مسیر امینی تا ابتدای کوچه حقانیان و همچنین مسیر خیابان صفا تا سه راه جعفری تا میدان جعفری و منطقه بازار و بازار نجارها و خیابان ۱۲متری تا انتها هر دوسمت خیابان و کوچه های اطراف به غیر از کوچه تاکسی رانی و همچنین ۱۸متری جنوبی و کوچه های مربوطه و ۱۸متری شمالی سمت غرب خیابان و شرق خیابان تا ابتدای کوچه پاراحمدی: [434, 1133, 1250, 1210]
time-cell: ۲۱:۰۰-۲۲:۰۰: [1311, 1300, 1427, 1365]
time-cell: ۲۲:۰۰-۲۴:۰۰: [1311, 1455, 1427, 1468]
time-cell: ۱۷:۰۰-۱۹:۰۰: [1311, 939, 1427, 1004]
time-cell: ۲۱:۰۰-۲۲:۰۰: [1311, 1288, 1427, 1300]
city-cell: بروجرد ۱: [1427, 629, 1491, 681]
row-number: ۱۶۲: [1491, 1481, 1524, 1494]
table-row: [434, 1107, 1524, 1133]
row-number: ۱۲۹: [1491, 410, 1524, 487]
area-cell: علی آباد: [1250, 1223, 1311, 1262]
row-number: ۱۲۶: [1491, 281, 1524, 333]
description-cell: از پست بروجرد ۲ به سمت جاده شیشه تا میدان آیت‌ا... بروجردی و ابتدای نمای شرقی جاده اراک و قسمتی از منطقه جهان آباد و کوچه گاوداری و مسیر اصلی جاده تا کشتارگاه صنعتی و جاده جهان آباد و مسیر کوره های آجر پزی جاده اراک تا کارخانه آسفالت جوجو و مسیر سمت غرب جاده اراک سمت کارخانه شیر پویا: [434, 720, 1250, 746]
table-row: [434, 707, 1524, 720]
row-number: ۱۶۳: [1491, 1494, 1524, 1507]
time-cell: ۰۹:۰۰-۱۱:۰۰: [1311, 255, 1427, 281]
table-row: [434, 681, 1524, 694]
city-cell: بروجرد ۱: [1427, 513, 1491, 539]
description-cell: از پست بروجرد ۲ به سمت پارک مادر و شمال بلوار بسیج به سمت بلوار شهیدی و کوچه ها منتهی به پارک مادر و از سمت علی آباد و منطقه دکتر آیت و ده متری چهارم امام حسین(ع) و هر دوست بلوار شهیدی کوچه های بهشتی و ده متری آبوذر کوچه های منتهی به بلوار شهیدی و ایستگاه گاز و جنب پمپ بنزین سیلوس و منطقه از آباد و کوی گلستان و خیابان سیلوس هر دوست خیابان تا کوی آزادگان و جنب پارک کوثر و کوچه نورخدا پاراحمدی و انتهای خیابان علی بیک پاسرائی اصفهانی و ۵متری احسان کوچه و کمرجایی و ۲۰متری اتکار هر دوست خیابان تا ابتدای کوچه جهانی و مسیر خیابان امام حسین(ع) سمت غرب خیابان تا روبروی تراشی کوچه پاراحمدی و همچنین میدان قیام و کوچه امام جمعه و مصلای امام جمعه و کوچه شهید نقدی و خیابان شهدا از میدان قیام تا روبروی کوچه جهانی تا ابتدای کوچه فهیمی و همچنین مسیر جنوب خیابان تا روبروی کوچه مرکزی و ابتدای خیابان ساحلی و بحرالعلوم سمت غرب خیابان: [434, 939, 1250, 1004]
table-row: [434, 1210, 1524, 1223]
